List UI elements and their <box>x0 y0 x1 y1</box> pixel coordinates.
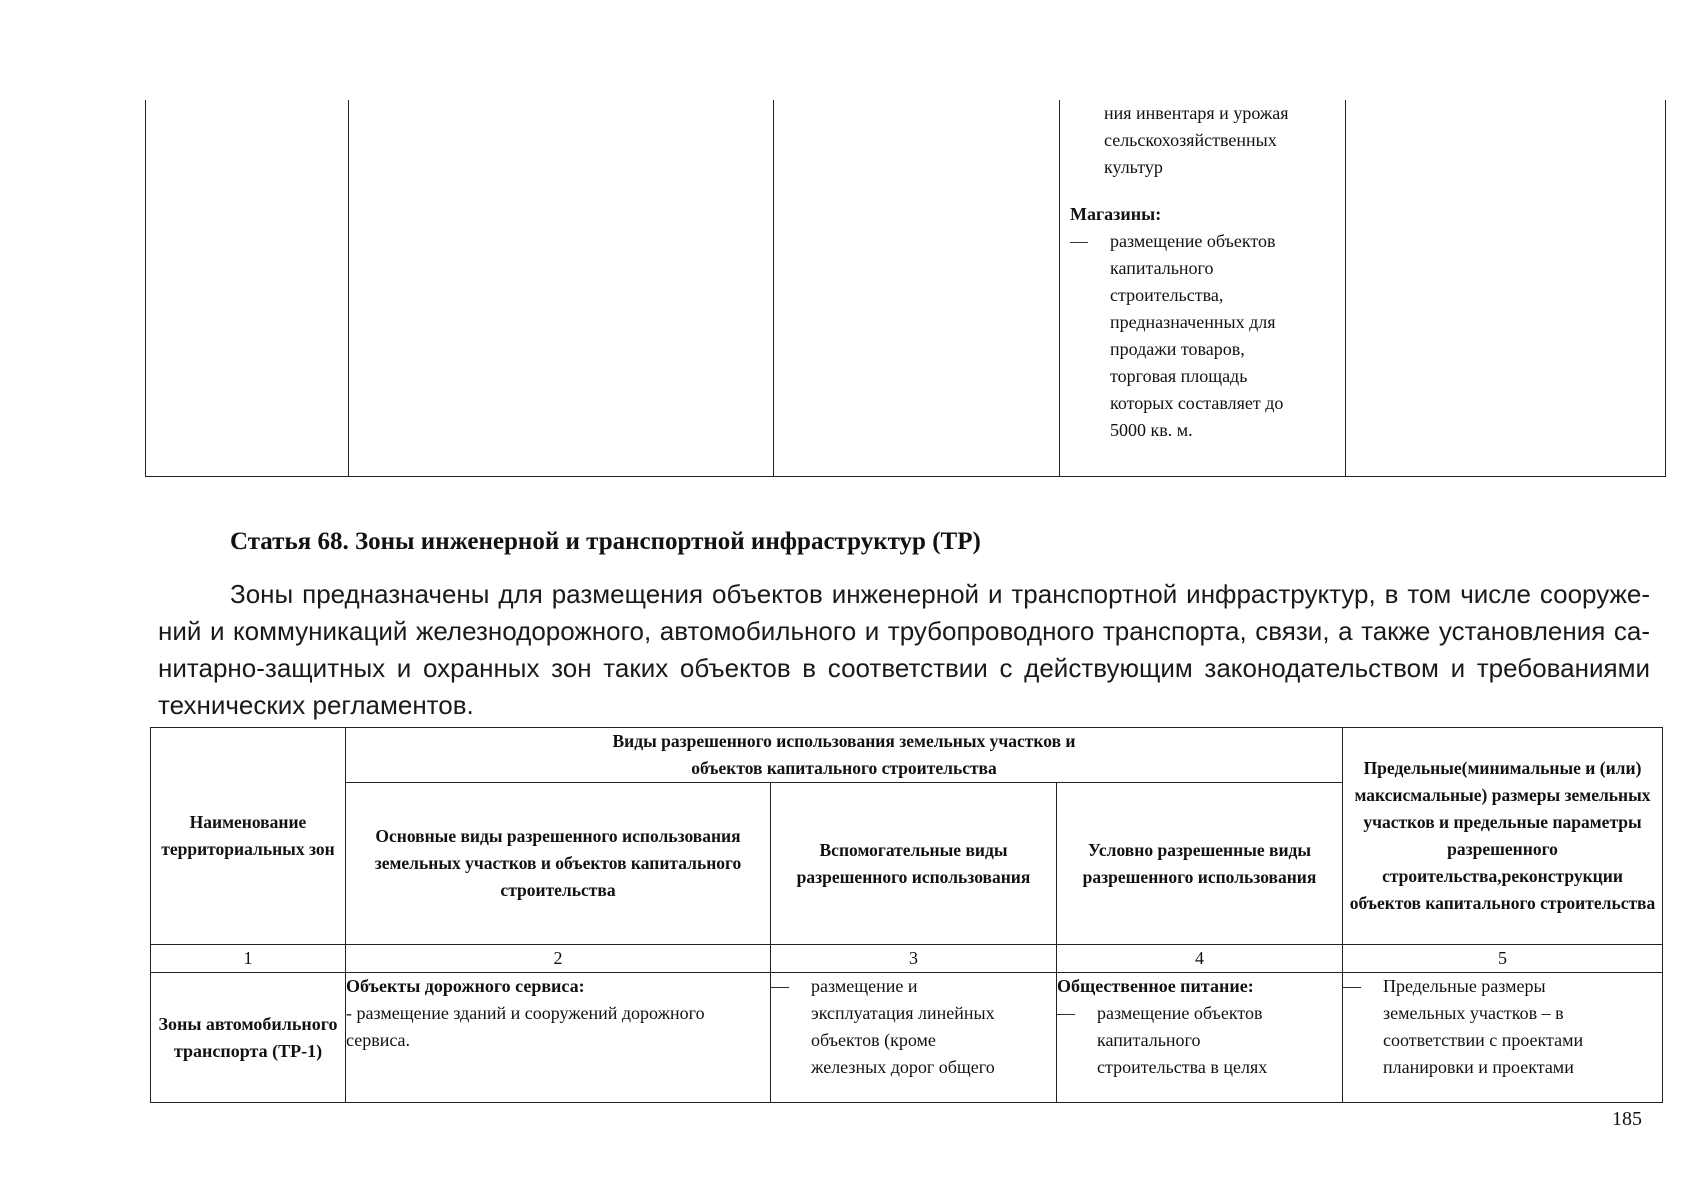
header-main-uses: Основные виды разрешенного использования земельных участков и объектов капитального строительства <box>346 783 771 945</box>
column-number: 5 <box>1343 945 1663 973</box>
paragraph-line: технических регламентов. <box>158 690 474 720</box>
column-number-row <box>151 945 1663 973</box>
column-number: 1 <box>151 945 346 973</box>
main-uses-cell: Объекты дорожного сервиса: - размещение зданий и сооружений дорожного сервиса. <box>346 973 771 1103</box>
table-row <box>151 973 1663 1103</box>
header-permitted-uses: Виды разрешенного использования земельных участков и объектов капитального строительства <box>346 728 1343 783</box>
article-title: Статья 68. Зоны инженерной и транспортной инфраструктур (ТР) <box>230 528 981 555</box>
dash-bullet: — <box>1070 231 1088 251</box>
continued-cell-4 <box>1060 100 1346 477</box>
column-number: 4 <box>1057 945 1343 973</box>
dash-bullet: — <box>1057 1003 1075 1023</box>
continued-cell-5 <box>1346 100 1666 477</box>
shops-heading: Магазины: <box>1070 204 1162 224</box>
header-conditional-uses: Условно разрешенные виды разрешенного использования <box>1057 783 1343 945</box>
dash-bullet: — <box>1343 976 1361 996</box>
header-limits: Предельные(минимальные и (или) максисмальные) размеры земельных участков и предельные параметры разрешенного строительства,реконструкции объектов капитального строительства <box>1343 728 1663 945</box>
column-number: 2 <box>346 945 771 973</box>
header-zone-name: Наименование территориальных зон <box>151 728 346 945</box>
continued-cell-3 <box>774 100 1060 477</box>
continued-text: ния инвентаря и урожая сельскохозяйственных культур <box>1104 103 1289 177</box>
zone-name-cell: Зоны автомобильного транспорта (ТР-1) <box>151 973 346 1103</box>
header-aux-uses: Вспомогательные виды разрешенного использования <box>771 783 1057 945</box>
dash-bullet: — <box>771 976 789 996</box>
page-number: 185 <box>1612 1108 1642 1130</box>
column-number: 3 <box>771 945 1057 973</box>
paragraph-line: нитарно-защитных и охранных зон таких объектов в соответствии с действующим законодательством и требованиями <box>158 653 1650 683</box>
zones-table <box>150 727 1663 1103</box>
limits-cell: — Предельные размеры земельных участков – в соответствии с проектами планировки и проектами <box>1343 973 1663 1103</box>
conditional-uses-cell: Общественное питание: — размещение объектов капитального строительства в целях <box>1057 973 1343 1103</box>
paragraph-line: Зоны предназначены для размещения объектов инженерной и транспортной инфраструктур, в том числе сооруже- <box>230 579 1650 609</box>
continued-table <box>145 100 1666 477</box>
continued-cell-2 <box>349 100 774 477</box>
aux-uses-cell: — размещение и эксплуатация линейных объектов (кроме железных дорог общего <box>771 973 1057 1103</box>
paragraph-line: ний и коммуникаций железнодорожного, автомобильного и трубопроводного транспорта, связи, а также установления са- <box>158 616 1650 646</box>
continued-cell-1 <box>146 100 349 477</box>
article-paragraph <box>158 576 1650 724</box>
shops-item: — размещение объектов капитального строительства, предназначенных для продажи товаров, торговая площадь которых составляет до 5000 кв. м. <box>1070 228 1335 444</box>
